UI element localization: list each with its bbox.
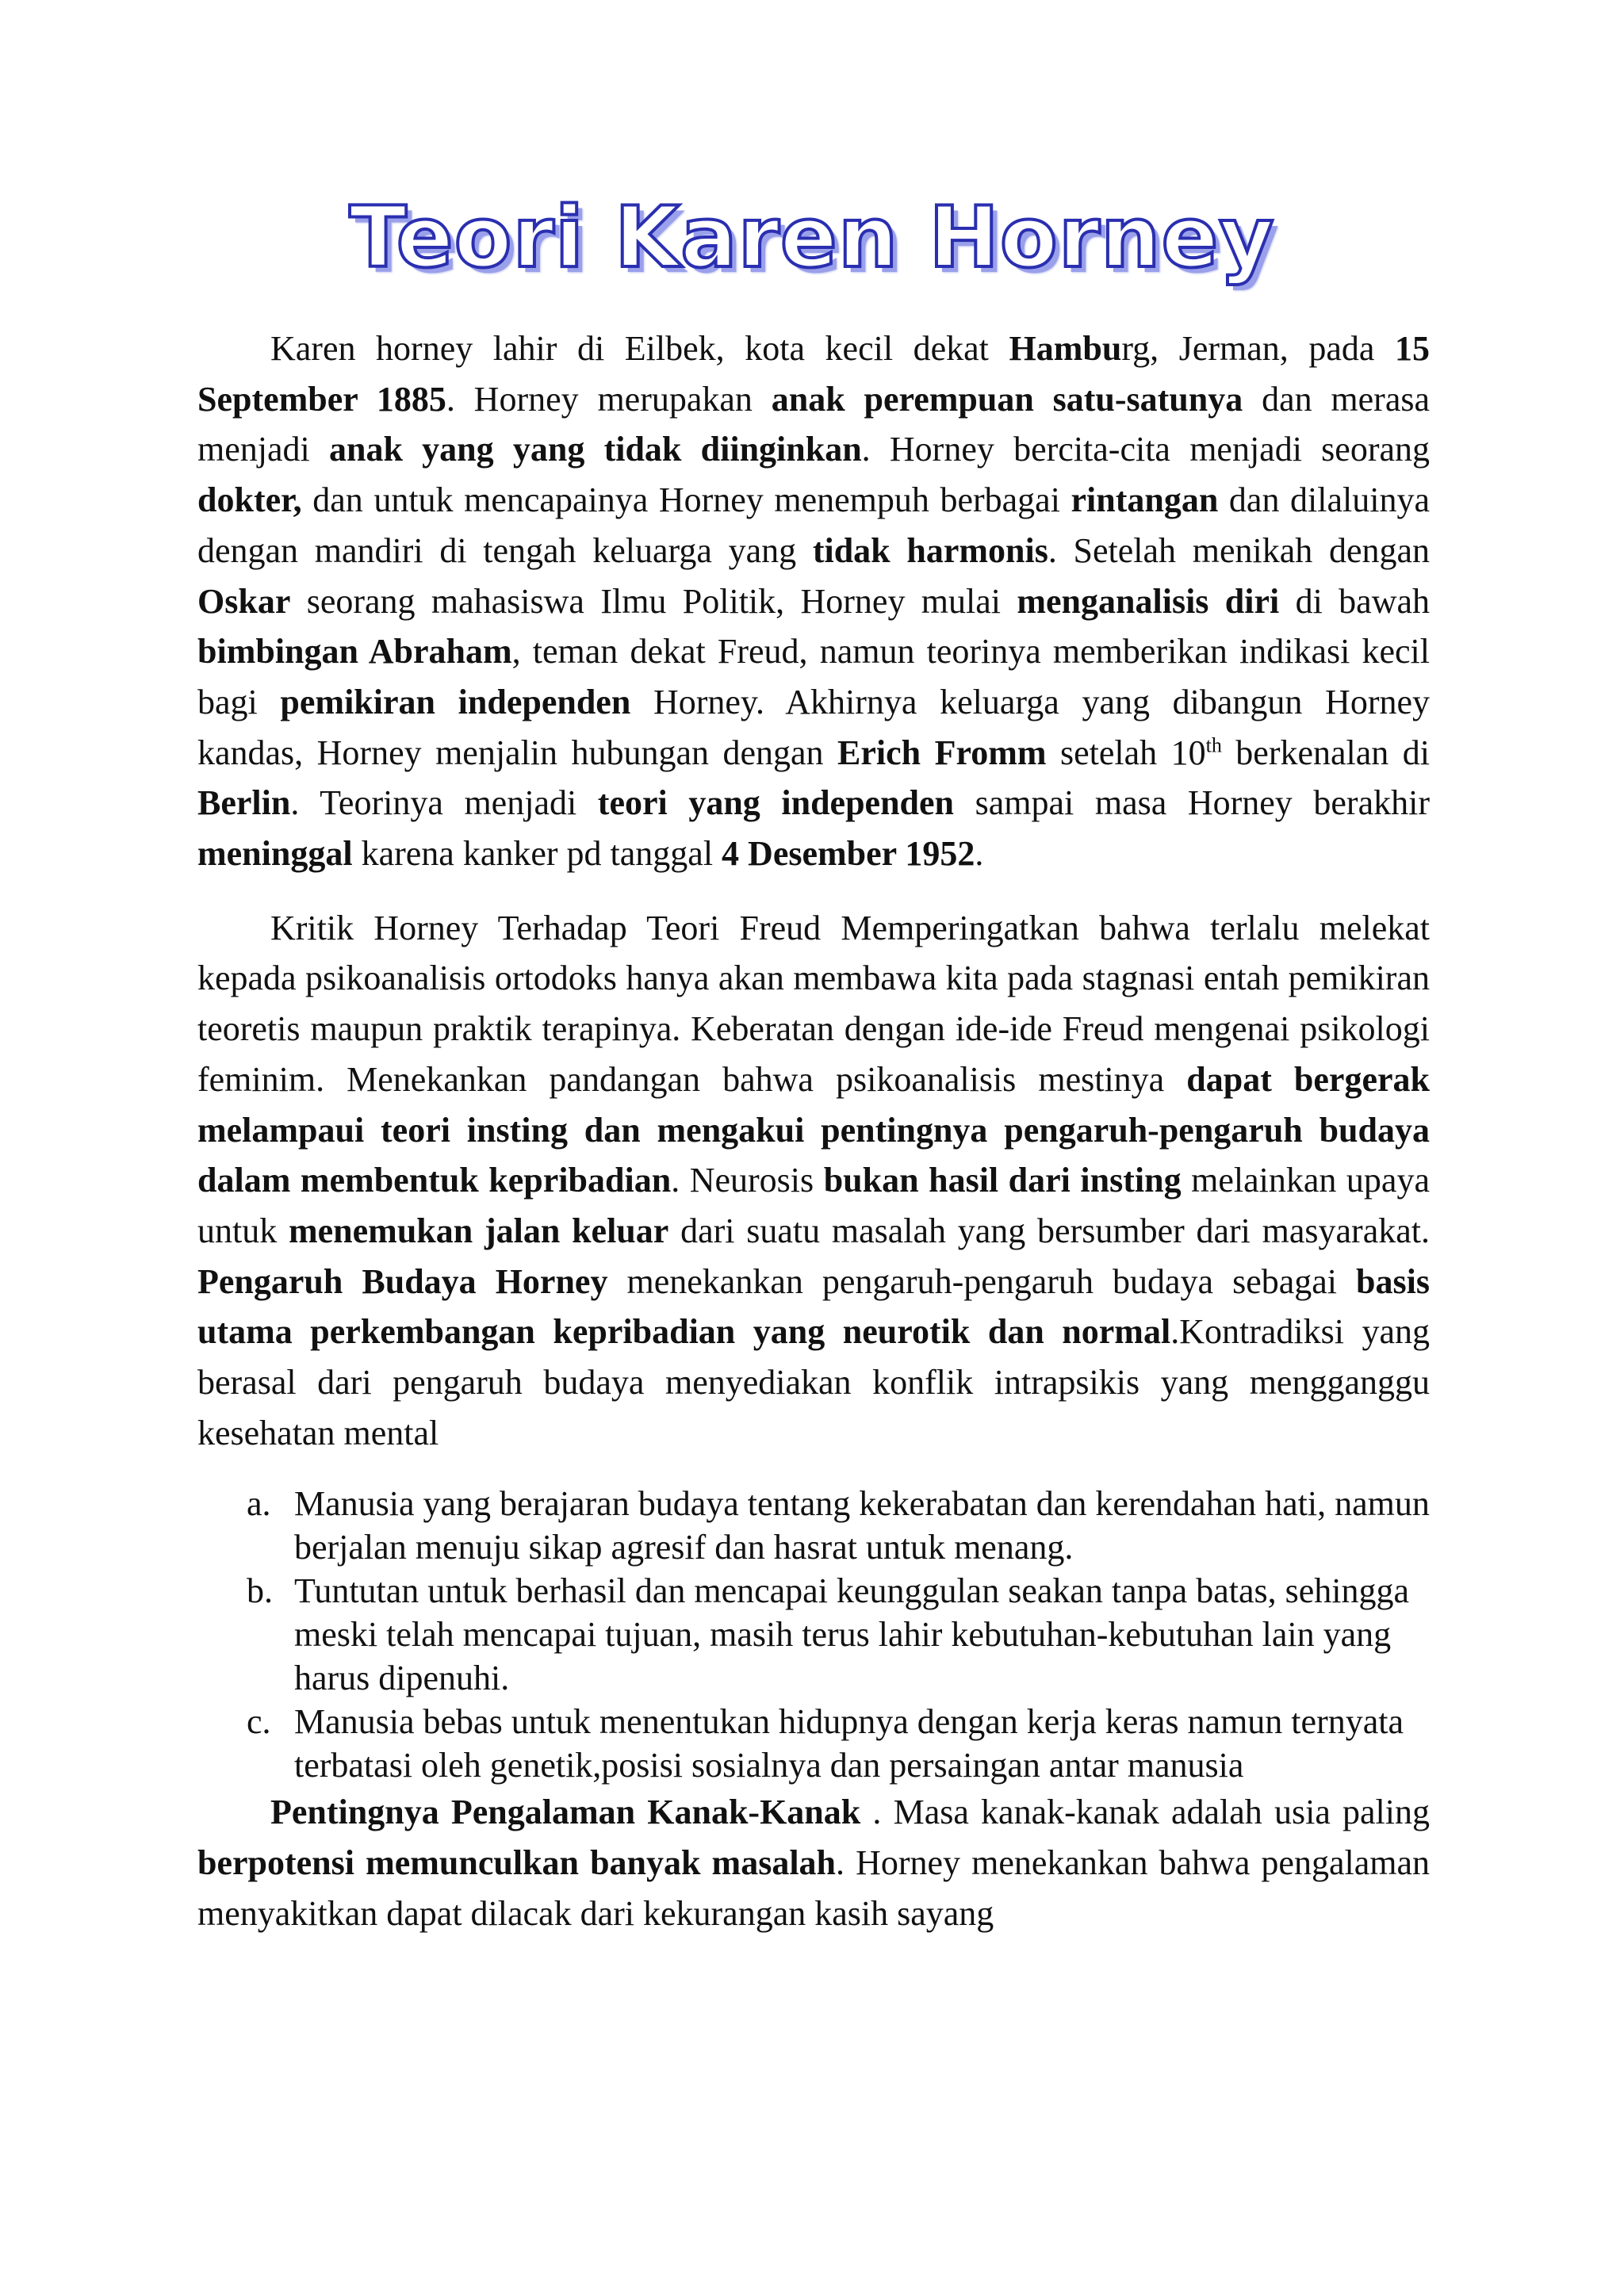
- text-run: , teman dekat Freud, namun teorinya memberikan indikasi kecil bagi: [197, 632, 1430, 721]
- bold-run: Pentingnya Pengalaman Kanak-Kanak: [270, 1793, 861, 1832]
- text-run: .: [975, 834, 984, 874]
- bold-run: rintangan: [1071, 480, 1219, 520]
- bold-run: meninggal: [197, 834, 353, 874]
- bold-run: pemikiran independen: [280, 682, 631, 721]
- text-run: . Horney bercita-cita menjadi seorang: [861, 430, 1431, 469]
- list-item-text: Tuntutan untuk berhasil dan mencapai keunggulan seakan tanpa batas, sehingga meski telah mencapai tujuan, masih terus lahir kebutuhan-kebutuhan lain yang harus dipenuhi.: [294, 1571, 1410, 1698]
- text-run: setelah 10: [1046, 733, 1206, 772]
- bold-run: dapat bergerak melampaui teori insting dan mengakui pentingnya pengaruh-pengaruh budaya dalam membentuk kepribadian: [197, 1059, 1430, 1200]
- list-item: [197, 1482, 1430, 1569]
- bold-run: teori yang independen: [597, 783, 955, 823]
- list-item-text: Manusia yang berajaran budaya tentang kekerabatan dan kerendahan hati, namun berjalan menuju sikap agresif dan hasrat untuk menang.: [294, 1484, 1430, 1567]
- text-run: dan merasa menjadi: [197, 379, 1430, 469]
- bold-run: Oskar: [197, 581, 291, 621]
- text-run: . Horney menekankan bahwa pengalaman menyakitkan dapat dilacak dari kekurangan kasih sayang: [197, 1843, 1430, 1933]
- bold-run: basis utama perkembangan kepribadian yang neurotik dan normal: [197, 1261, 1430, 1352]
- text-run: rg, Jerman, pada: [1121, 329, 1395, 368]
- list-marker: a.: [247, 1484, 271, 1524]
- conflict-list: [197, 1482, 1430, 1787]
- text-run: berkenalan di: [1221, 733, 1430, 772]
- text-run: dari suatu masalah yang bersumber dari masyarakat.: [668, 1211, 1430, 1250]
- bold-run: menganalisis diri: [1017, 581, 1280, 621]
- document-title: Teori Karen Horney: [349, 189, 1275, 286]
- bold-run: 15 September 1885: [197, 329, 1430, 419]
- paragraph-biography: [197, 323, 1430, 879]
- text-run: . Masa kanak-kanak adalah usia paling: [860, 1793, 1430, 1832]
- text-run: .Kontradiksi yang berasal dari pengaruh budaya menyediakan konflik intrapsikis yang mengganggu kesehatan mental: [197, 1312, 1430, 1452]
- text-run: Kritik Horney Terhadap Teori Freud Memperingatkan bahwa terlalu melekat kepada psikoanalisis ortodoks hanya akan membawa kita pada stagnasi entah pemikiran teoretis maupun praktik terapinya. Keberatan dengan ide-ide Freud mengenai psikologi feminim. Menekankan pandangan bahwa psikoanalisis mestinya: [197, 908, 1430, 1099]
- text-run: . Neurosis: [671, 1161, 824, 1200]
- bold-run: anak yang yang tidak diinginkan: [328, 430, 862, 469]
- text-run: seorang mahasiswa Ilmu Politik, Horney mulai: [290, 581, 1017, 621]
- bold-run: dokter,: [197, 480, 302, 520]
- text-run: . Setelah menikah dengan: [1048, 530, 1431, 570]
- bold-run: bimbingan Abraham: [197, 632, 512, 672]
- text-run: di bawah: [1279, 581, 1431, 621]
- list-marker: b.: [247, 1571, 273, 1611]
- text-run: Karen horney lahir di Eilbek, kota kecil dekat: [270, 329, 1009, 368]
- text-run: dan dilaluinya dengan mandiri di tengah keluarga yang: [197, 480, 1430, 570]
- paragraph-childhood: [197, 1787, 1430, 1938]
- text-run: karena kanker pd tanggal: [352, 834, 722, 874]
- list-marker: c.: [247, 1702, 271, 1742]
- superscript: th: [1205, 733, 1222, 756]
- bold-run: 4 Desember 1952: [722, 834, 975, 874]
- text-run: dan untuk mencapainya Horney menempuh berbagai: [301, 480, 1071, 520]
- list-item: [197, 1700, 1430, 1787]
- bold-run: Pengaruh Budaya Horney: [197, 1261, 608, 1301]
- bold-run: tidak harmonis: [812, 530, 1048, 570]
- paragraph-critique: [197, 903, 1430, 1459]
- list-item: [197, 1569, 1430, 1700]
- list-item-text: Manusia bebas untuk menentukan hidupnya dengan kerja keras namun ternyata terbatasi oleh genetik,posisi sosialnya dan persaingan antar manusia: [294, 1702, 1404, 1785]
- bold-run: berpotensi memunculkan banyak masalah: [197, 1843, 837, 1883]
- bold-run: bukan hasil dari insting: [823, 1161, 1182, 1200]
- document-body: [197, 323, 1430, 1939]
- text-run: . Horney merupakan: [446, 379, 772, 419]
- bold-run: Berlin: [197, 783, 291, 823]
- text-run: melainkan upaya untuk: [197, 1161, 1430, 1250]
- bold-run: Hambu: [1009, 329, 1122, 368]
- bold-run: anak perempuan satu-satunya: [771, 379, 1243, 419]
- bold-run: Erich Fromm: [837, 733, 1047, 772]
- text-run: . Teorinya menjadi: [290, 783, 598, 823]
- title-container: [0, 189, 1624, 286]
- text-run: menekankan pengaruh-pengaruh budaya sebagai: [607, 1261, 1357, 1301]
- bold-run: menemukan jalan keluar: [288, 1211, 669, 1250]
- text-run: Horney. Akhirnya keluarga yang dibangun Horney kandas, Horney menjalin hubungan dengan: [197, 682, 1430, 772]
- text-run: sampai masa Horney berakhir: [954, 783, 1430, 823]
